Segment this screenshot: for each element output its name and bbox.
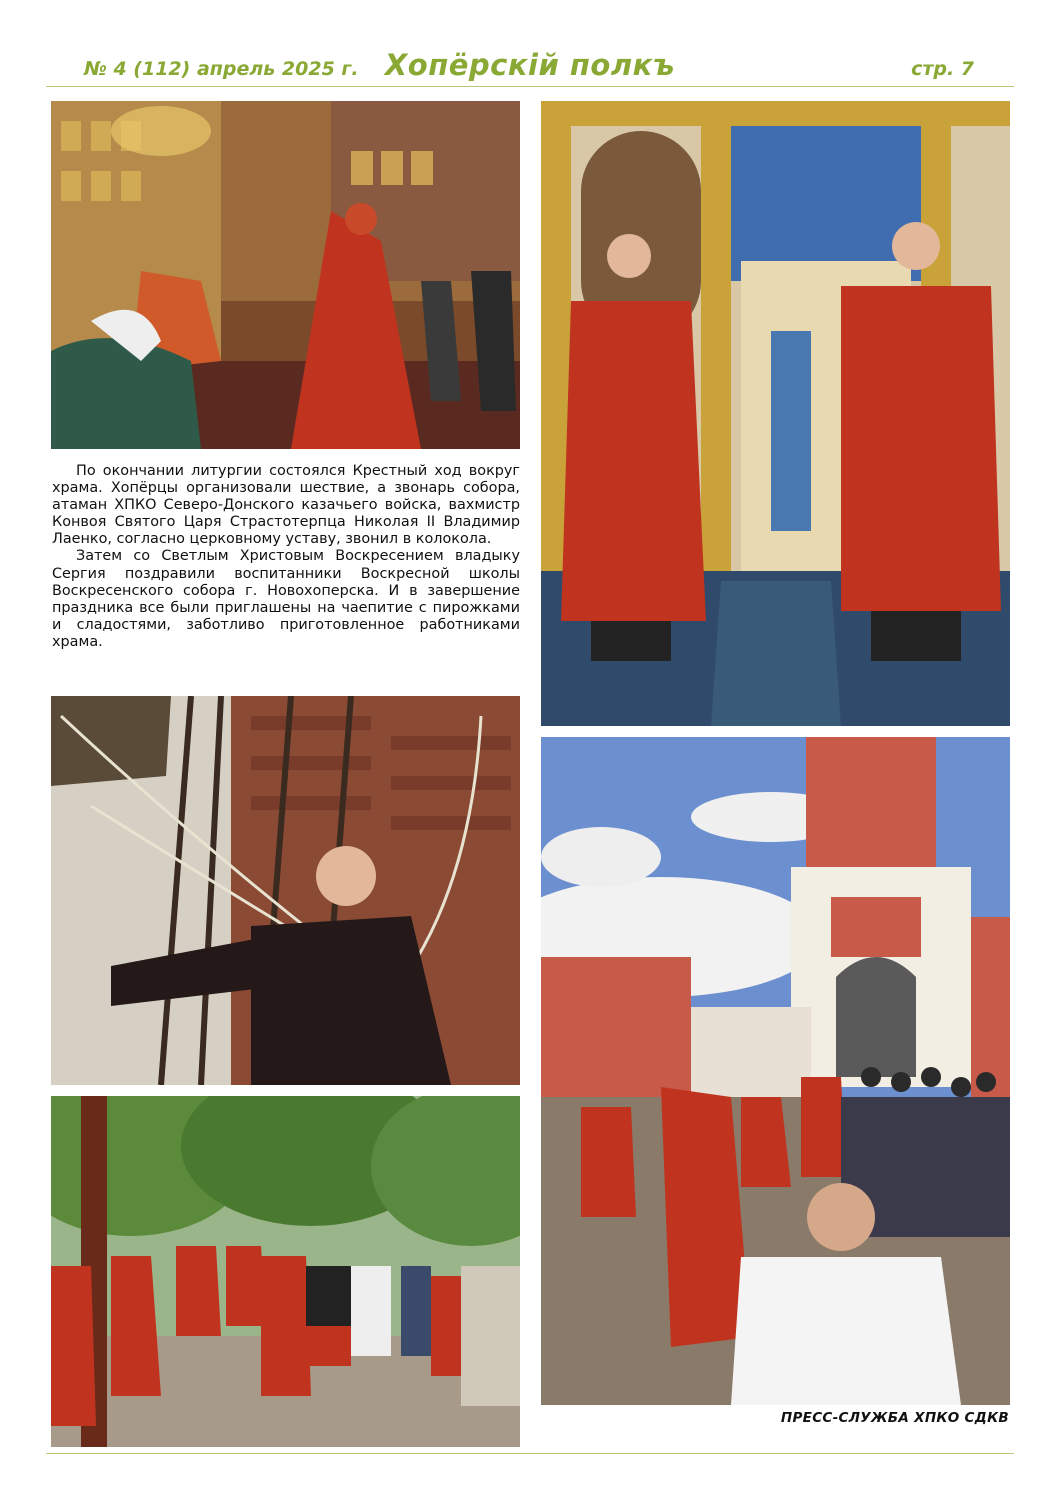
photo-cathedral-interior [51,101,520,449]
photo-bell-ringer [51,696,520,1085]
header-divider [46,86,1014,87]
photo-iconostasis-two-men [541,101,1010,726]
article-text [52,463,520,651]
photo-outdoor-procession [51,1096,520,1447]
page-number: стр. 7 [911,58,974,80]
newspaper-title: Хопёрскiй полкъ [384,48,676,82]
photo-church-procession [541,737,1010,1405]
page-header [46,44,1014,86]
issue-number: № 4 (112) апрель 2025 г. [84,58,359,80]
press-credit: ПРЕСС-СЛУЖБА ХПКО СДКВ [780,1410,1009,1426]
article-paragraph: По окончании литургии состоялся Крестный ход вокруг храма. Хопёрцы организовали шествие, а звонарь собора, атаман ХПКО Северо-Донского казачьего войска, вахмистр Конвоя Святого Царя Страстотерпца Николая II Владимир Лаенко, согласно церковному уставу, звонил в колокола. [52,463,520,548]
article-paragraph: Затем со Светлым Христовым Воскресением владыку Сергия поздравили воспитанники Воскресной школы Воскресенского собора г. Новохоперска. И в завершение праздника все были приглашены на чаепитие с пирожками и сладостями, заботливо приготовленное работниками храма. [52,548,520,650]
footer-divider [46,1453,1014,1454]
